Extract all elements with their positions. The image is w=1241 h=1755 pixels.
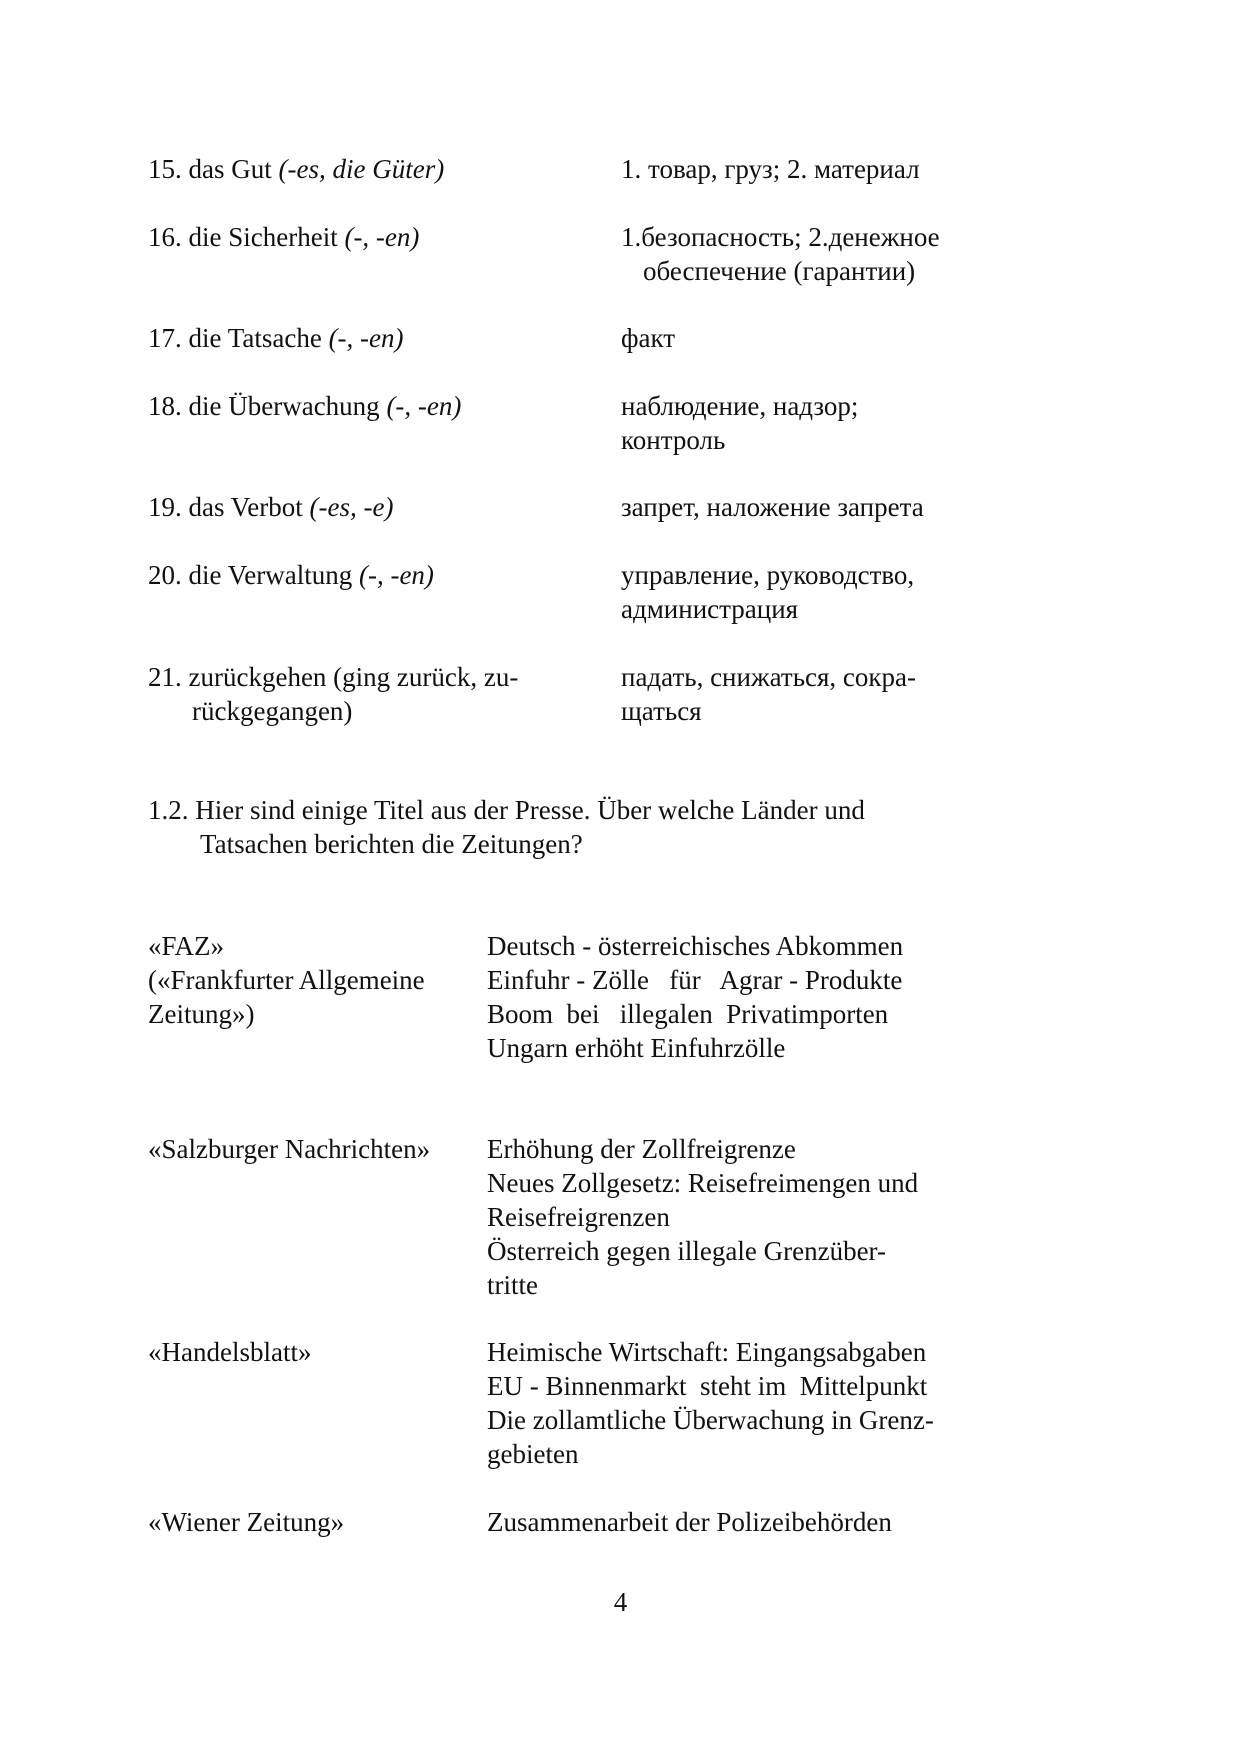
vocab-def-19: запрет, наложение запрета: [621, 492, 924, 522]
vocab-def-15: 1. товар, груз; 2. материал: [621, 154, 920, 184]
vocab-term-16: 16. die Sicherheit (-, -en): [148, 222, 420, 252]
task-heading-line2: Tatsachen berichten die Zeitungen?: [200, 829, 583, 859]
vocab-term-21-line1: 21. zurückgehen (ging zurück, zu-: [148, 662, 519, 692]
vocab-term-18: 18. die Überwachung (-, -en): [148, 391, 462, 421]
vocab-def-21-line2: щаться: [621, 696, 702, 726]
headline: Heimische Wirtschaft: Eingangsabgaben: [487, 1337, 927, 1367]
headline: Boom bei illegalen Privatimporten: [487, 999, 889, 1029]
press-source-faz-line1: «FAZ»: [148, 931, 225, 961]
press-source-wiener: «Wiener Zeitung»: [148, 1507, 345, 1537]
vocab-term-17: 17. die Tatsache (-, -en): [148, 323, 404, 353]
vocab-def-20-line2: администрация: [621, 594, 799, 624]
headline: tritte: [487, 1270, 538, 1300]
press-source-salzburger: «Salzburger Nachrichten»: [148, 1134, 431, 1164]
headline: gebieten: [487, 1439, 579, 1469]
vocab-term-15: 15. das Gut (-es, die Güter): [148, 154, 445, 184]
headline: Einfuhr - Zölle für Agrar - Produkte: [487, 965, 903, 995]
vocab-def-21-line1: падать, снижаться, сокра-: [621, 662, 916, 692]
headline: Die zollamtliche Überwachung in Grenz-: [487, 1405, 934, 1435]
vocab-def-16-line2: обеспечение (гарантии): [643, 256, 916, 286]
headline: Deutsch - österreichisches Abkommen: [487, 931, 904, 961]
press-source-faz-line3: Zeitung»): [148, 999, 255, 1029]
headline: Zusammenarbeit der Polizeibehörden: [487, 1507, 892, 1537]
press-source-faz-line2: («Frankfurter Allgemeine: [148, 965, 425, 995]
headline: Reisefreigrenzen: [487, 1202, 670, 1232]
task-heading-line1: 1.2. Hier sind einige Titel aus der Presse. Über welche Länder und: [148, 795, 865, 825]
page-number: 4: [613, 1587, 628, 1617]
vocab-def-16-line1: 1.безопасность; 2.денежное: [621, 222, 940, 252]
vocab-term-19: 19. das Verbot (-es, -e): [148, 492, 394, 522]
headline: Erhöhung der Zollfreigrenze: [487, 1134, 796, 1164]
vocab-def-20-line1: управление, руководство,: [621, 560, 915, 590]
vocab-def-18-line1: наблюдение, надзор;: [621, 391, 859, 421]
vocab-term-21-line2: rückgegangen): [192, 696, 353, 726]
vocab-term-20: 20. die Verwaltung (-, -en): [148, 560, 434, 590]
headline: Österreich gegen illegale Grenzüber-: [487, 1236, 887, 1266]
vocab-def-18-line2: контроль: [621, 425, 726, 455]
headline: Neues Zollgesetz: Reisefreimengen und: [487, 1168, 919, 1198]
headline: EU - Binnenmarkt steht im Mittelpunkt: [487, 1371, 928, 1401]
press-source-handelsblatt: «Handelsblatt»: [148, 1337, 312, 1367]
vocab-def-17: факт: [621, 323, 676, 353]
headline: Ungarn erhöht Einfuhrzölle: [487, 1033, 786, 1063]
